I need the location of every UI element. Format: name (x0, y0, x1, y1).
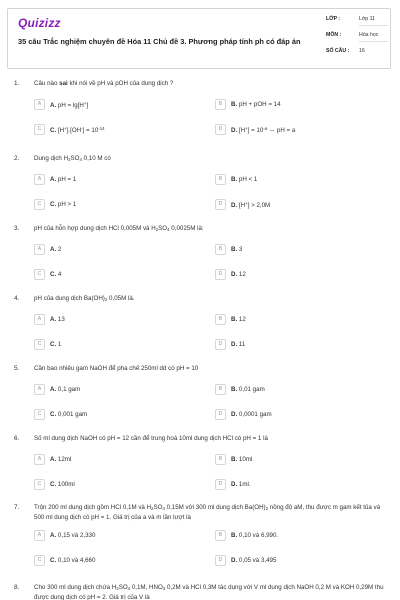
option-d[interactable] (215, 124, 390, 136)
option-value: 0,01 gam (238, 386, 265, 393)
option-letter-box[interactable]: C (34, 339, 45, 350)
option-value: pH = lg[H+] (57, 101, 89, 109)
option-text (231, 386, 265, 393)
option-label: B. (231, 316, 238, 323)
option-text (50, 386, 80, 393)
option-label: C. (50, 271, 57, 278)
option-text (50, 341, 61, 348)
option-c[interactable] (34, 269, 209, 281)
meta-value: 16 (359, 48, 365, 54)
option-letter-box[interactable]: D (215, 124, 226, 135)
option-a[interactable] (34, 454, 209, 466)
option-letter-box[interactable]: B (215, 530, 226, 541)
option-letter-box[interactable]: B (215, 174, 226, 185)
option-value: pH > 1 (57, 201, 77, 208)
option-label: A. (50, 102, 57, 109)
option-text (231, 532, 278, 539)
option-value: 10ml (238, 456, 253, 463)
option-text (50, 126, 105, 134)
option-a[interactable] (34, 174, 209, 186)
option-letter-box[interactable]: B (215, 384, 226, 395)
option-letter-box[interactable]: C (34, 269, 45, 280)
option-c[interactable] (34, 339, 209, 351)
option-letter-box[interactable]: C (34, 199, 45, 210)
option-letter-box[interactable]: B (215, 314, 226, 325)
option-a[interactable] (34, 99, 209, 111)
option-text (231, 481, 251, 488)
option-b[interactable] (215, 384, 390, 396)
option-d[interactable] (215, 479, 390, 491)
option-text (231, 101, 281, 108)
option-letter-box[interactable]: C (34, 409, 45, 420)
meta-value: Lớp 11 (359, 16, 388, 26)
option-value: 12 (238, 271, 246, 278)
option-a[interactable] (34, 384, 209, 396)
option-label: C. (50, 411, 57, 418)
option-letter-box[interactable]: A (34, 244, 45, 255)
option-label: C. (50, 201, 57, 208)
meta-row-count (326, 48, 388, 64)
option-value: 0,001 gam (57, 411, 88, 418)
option-label: B. (231, 101, 238, 108)
option-text (231, 246, 242, 253)
option-label: A. (50, 316, 57, 323)
option-value: 4 (57, 271, 62, 278)
option-text (50, 456, 71, 463)
option-letter-box[interactable]: D (215, 199, 226, 210)
option-letter-box[interactable]: A (34, 174, 45, 185)
option-label: A. (50, 386, 57, 393)
option-label: D. (231, 411, 238, 418)
option-text (231, 341, 245, 348)
option-label: A. (50, 246, 57, 253)
option-value: 0,05 và 3,495 (238, 557, 277, 564)
option-letter-box[interactable]: D (215, 269, 226, 280)
option-label: C. (50, 341, 57, 348)
option-label: D. (231, 127, 238, 134)
option-letter-box[interactable]: A (34, 384, 45, 395)
option-c[interactable] (34, 124, 209, 136)
option-letter-box[interactable]: C (34, 555, 45, 566)
option-text (231, 201, 270, 209)
option-text (231, 557, 276, 564)
option-text (50, 411, 87, 418)
option-value: 0,10 và 4,660 (57, 557, 96, 564)
option-letter-box[interactable]: B (215, 244, 226, 255)
option-b[interactable] (215, 530, 390, 542)
option-value: 0,10 và 6,990. (238, 532, 279, 539)
option-c[interactable] (34, 555, 209, 567)
option-letter-box[interactable]: D (215, 339, 226, 350)
header-card (7, 8, 391, 69)
option-label: C. (50, 557, 57, 564)
option-label: D. (231, 271, 238, 278)
option-letter-box[interactable]: C (34, 124, 45, 135)
option-value: 3 (238, 246, 243, 253)
option-value: 12ml (57, 456, 72, 463)
option-letter-box[interactable]: A (34, 99, 45, 110)
option-value: 0,15 và 2,330 (57, 532, 96, 539)
question-text: Số ml dung dịch NaOH có pH = 12 cần để trung hoà 10ml dung dịch HCl có pH = 1 là (34, 435, 268, 442)
question-number: 5. (14, 365, 20, 372)
option-letter-box[interactable]: A (34, 530, 45, 541)
option-label: A. (50, 456, 57, 463)
option-d[interactable] (215, 555, 390, 567)
option-text (50, 532, 95, 539)
option-value: 2 (57, 246, 62, 253)
option-text (50, 201, 76, 208)
option-text (231, 126, 295, 134)
meta-value: Hóa học (359, 32, 388, 42)
option-label: D. (231, 481, 238, 488)
option-value: 1 (57, 341, 62, 348)
meta-info (326, 16, 388, 64)
meta-key: SỐ CÂU : (326, 48, 350, 54)
option-text (50, 176, 76, 183)
meta-key: LỚP : (326, 16, 341, 22)
option-label: B. (231, 176, 238, 183)
question-text: pH của hỗn hợp dung dịch HCl 0,005M và $H_2SO_4$ 0,0025M là: (34, 225, 204, 232)
meta-row-subject (326, 32, 388, 48)
meta-row-grade (326, 16, 388, 32)
option-label: D. (231, 202, 238, 209)
question-number: 7. (14, 504, 20, 511)
question-text: Dung dịch $H_2SO_4$ 0,10 M có (34, 155, 111, 162)
option-a[interactable] (34, 530, 209, 542)
option-text (231, 456, 252, 463)
option-text (50, 101, 88, 109)
option-letter-box[interactable]: A (34, 314, 45, 325)
question-text: Câu nào sai khi nói về pH và pOH của dung dịch ? (34, 80, 174, 87)
option-text (50, 481, 75, 488)
option-value: 12 (238, 316, 246, 323)
option-text (231, 316, 246, 323)
option-value: pH = 1 (57, 176, 77, 183)
question-number: 8. (14, 584, 20, 591)
option-b[interactable] (215, 174, 390, 186)
option-letter-box[interactable]: D (215, 409, 226, 420)
option-label: C. (50, 481, 57, 488)
quizizz-logo: Quizizz (18, 16, 61, 30)
question-number: 1. (14, 80, 20, 87)
option-value: 11 (238, 341, 246, 348)
option-value: pH < 1 (238, 176, 258, 183)
option-d[interactable] (215, 199, 390, 211)
option-label: D. (231, 341, 238, 348)
option-value: 1ml. (238, 481, 251, 488)
option-label: A. (50, 532, 57, 539)
option-text (231, 411, 272, 418)
option-text (50, 316, 65, 323)
option-letter-box[interactable]: C (34, 479, 45, 490)
option-b[interactable] (215, 454, 390, 466)
question-text: Cần bao nhiêu gam NaOH để pha chế 250ml dd có pH = 10 (34, 365, 199, 372)
option-a[interactable] (34, 314, 209, 326)
question-number: 2. (14, 155, 20, 162)
option-value: 0,1 gam (57, 386, 81, 393)
option-text (231, 271, 246, 278)
option-d[interactable] (215, 339, 390, 351)
option-c[interactable] (34, 409, 209, 421)
meta-key: MÔN : (326, 32, 342, 38)
option-value: 100ml (57, 481, 75, 488)
option-label: B. (231, 386, 238, 393)
option-letter-box[interactable]: D (215, 555, 226, 566)
option-value: $[H^+].[OH^-] = 10^{-14}$ (57, 126, 105, 134)
page-title: 35 câu Trắc nghiệm chuyên đề Hóa 11 Chủ đề 3. Phương pháp tính ph có đáp án (18, 37, 301, 46)
question-text: Cho 300 ml dung dịch chứa $H_2SO_4$ 0,1M, $HNO_3$ 0,2M và HCl 0,3M tác dụng với V ml dung dịch NaOH 0,2 M và KOH 0,29M thu được dung dịch có pH = 2. Giá trị của V là (34, 584, 384, 600)
option-text (50, 271, 61, 278)
option-c[interactable] (34, 479, 209, 491)
question-number: 6. (14, 435, 20, 442)
option-letter-box[interactable]: B (215, 99, 226, 110)
option-d[interactable] (215, 409, 390, 421)
option-b[interactable] (215, 314, 390, 326)
option-label: B. (231, 532, 238, 539)
option-text (50, 557, 95, 564)
option-c[interactable] (34, 199, 209, 211)
option-value: $[H^+] = 10^{-a}$ ⇔ pH = a (238, 126, 296, 134)
option-b[interactable] (215, 99, 390, 111)
question-text: pH của dung dịch $Ba(OH)_2$ 0,05M là. (34, 295, 135, 302)
option-label: D. (231, 557, 238, 564)
option-label: B. (231, 456, 238, 463)
question-number: 3. (14, 225, 20, 232)
option-value: 13 (57, 316, 65, 323)
option-a[interactable] (34, 244, 209, 256)
option-d[interactable] (215, 269, 390, 281)
question-text: Trộn 200 ml dung dịch gồm HCl 0,1M và $H_2SO_4$ 0,15M với 300 ml dung dịch $Ba(OH)_2$ nồng độ aM, thu được m gam kết tủa và 500 ml dung dịch có pH = 1. Giá trị của a và m lần lượt là (34, 504, 381, 521)
option-label: C. (50, 127, 57, 134)
option-letter-box[interactable]: A (34, 454, 45, 465)
option-text (231, 176, 257, 183)
option-value: 0,0001 gam (238, 411, 272, 418)
option-value: [H+] > 2,0M (238, 201, 271, 209)
option-letter-box[interactable]: D (215, 479, 226, 490)
option-label: A. (50, 176, 57, 183)
option-label: B. (231, 246, 238, 253)
option-letter-box[interactable]: B (215, 454, 226, 465)
question-number: 4. (14, 295, 20, 302)
option-b[interactable] (215, 244, 390, 256)
option-value: pH + pOH = 14 (238, 101, 281, 108)
option-text (50, 246, 61, 253)
